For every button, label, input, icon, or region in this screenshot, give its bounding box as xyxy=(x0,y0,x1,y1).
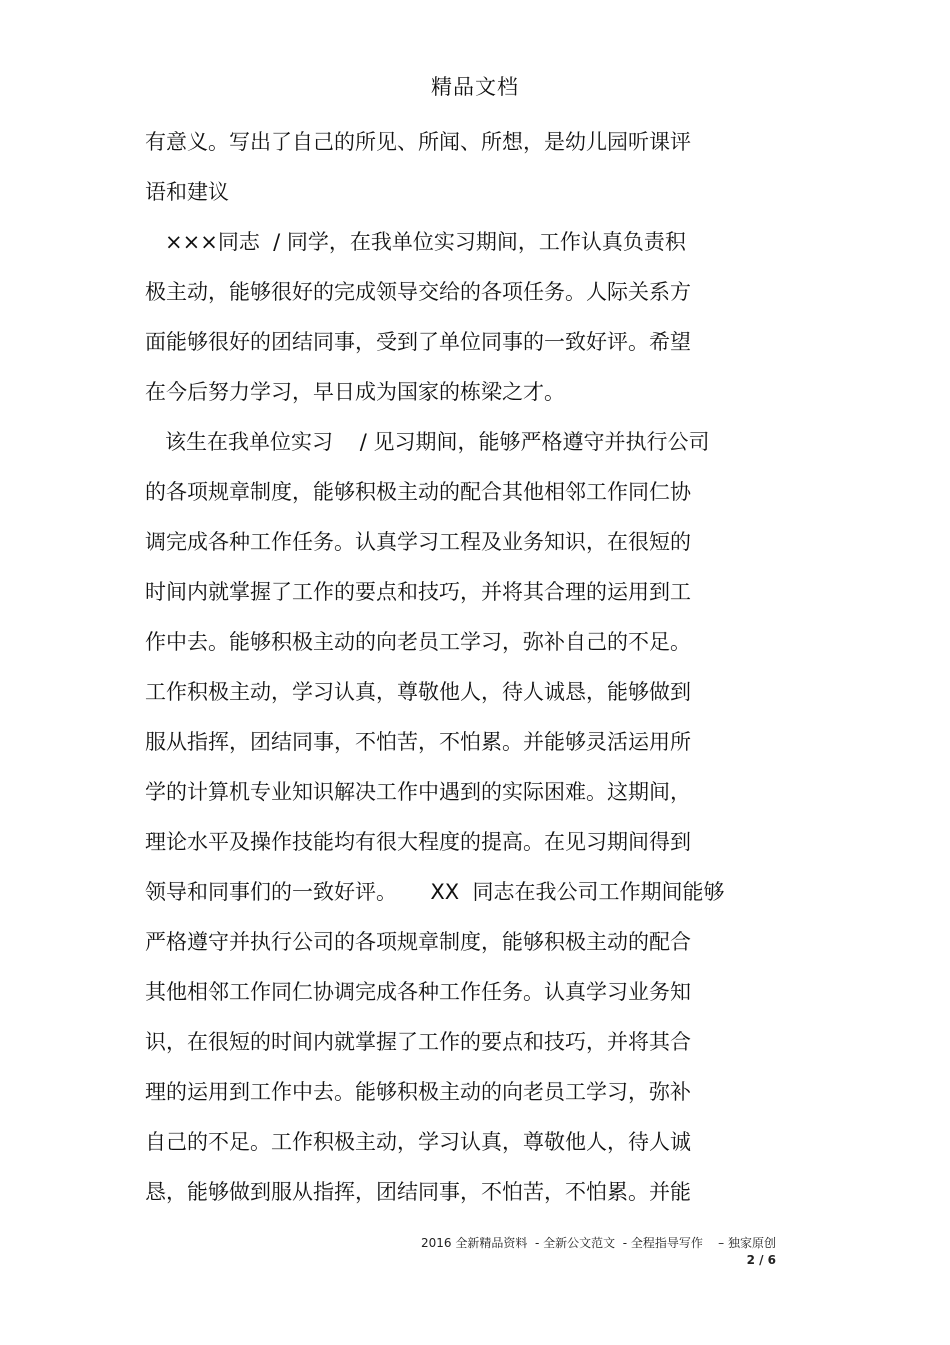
text-line: 识，在很短的时间内就掌握了工作的要点和技巧，并将其合 xyxy=(145,1030,691,1054)
text-line: 理论水平及操作技能均有很大程度的提高。在见习期间得到 xyxy=(145,830,691,854)
page-number: 2 / 6 xyxy=(746,1253,776,1267)
text-line: 服从指挥，团结同事，不怕苦，不怕累。并能够灵活运用所 xyxy=(145,730,691,754)
text-line: 自己的不足。工作积极主动，学习认真，尊敬他人，待人诚 xyxy=(145,1130,691,1154)
text-line: 调完成各种工作任务。认真学习工程及业务知识，在很短的 xyxy=(145,530,691,554)
text-line: 时间内就掌握了工作的要点和技巧，并将其合理的运用到工 xyxy=(145,580,691,604)
body-text xyxy=(145,123,785,1223)
text-line: 理的运用到工作中去。能够积极主动的向老员工学习，弥补 xyxy=(145,1080,691,1104)
text-line: 的各项规章制度，能够积极主动的配合其他相邻工作同仁协 xyxy=(145,480,691,504)
text-line: 极主动，能够很好的完成领导交给的各项任务。人际关系方 xyxy=(145,280,691,304)
footer-note: 2016 全新精品资料 - 全新公文范文 - 全程指导写作 – 独家原创 xyxy=(421,1236,776,1250)
page-header-title: 精品文档 xyxy=(431,75,519,99)
text-line: 恳，能够做到服从指挥，团结同事，不怕苦，不怕累。并能 xyxy=(145,1180,691,1204)
text-line: 学的计算机专业知识解决工作中遇到的实际困难。这期间， xyxy=(145,780,691,804)
text-line: 严格遵守并执行公司的各项规章制度，能够积极主动的配合 xyxy=(145,930,691,954)
text-line: 语和建议 xyxy=(145,180,229,204)
text-line: 该生在我单位实习 / 见习期间，能够严格遵守并执行公司 xyxy=(145,430,710,454)
text-line: ×××同志 / 同学，在我单位实习期间，工作认真负责积 xyxy=(145,230,686,254)
text-line: 作中去。能够积极主动的向老员工学习，弥补自己的不足。 xyxy=(145,630,691,654)
text-line: 有意义。写出了自己的所见、所闻、所想，是幼儿园听课评 xyxy=(145,130,691,154)
text-line: 其他相邻工作同仁协调完成各种工作任务。认真学习业务知 xyxy=(145,980,691,1004)
text-line: 在今后努力学习，早日成为国家的栋梁之才。 xyxy=(145,380,565,404)
text-line: 面能够很好的团结同事，受到了单位同事的一致好评。希望 xyxy=(145,330,691,354)
text-line: 工作积极主动，学习认真，尊敬他人，待人诚恳，能够做到 xyxy=(145,680,691,704)
text-line: 领导和同事们的一致好评。 XX 同志在我公司工作期间能够 xyxy=(145,880,725,904)
